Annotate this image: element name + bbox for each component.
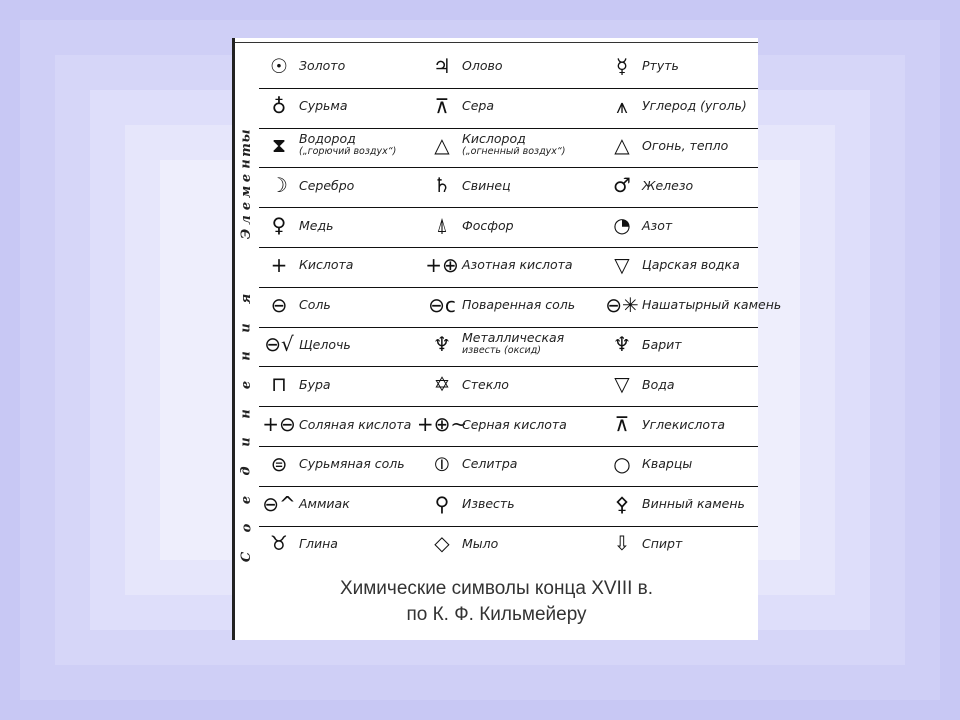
side-label-letter: н <box>238 159 254 169</box>
table-cell <box>602 404 725 444</box>
substance-name-note: („горючий воздух“) <box>299 146 397 158</box>
alchemical-symbol-icon: ☽ <box>270 173 288 198</box>
side-label-letter: м <box>238 185 254 199</box>
substance-name <box>299 457 405 470</box>
substance-name-text: Винный камень <box>642 496 745 512</box>
alchemical-symbol-icon: ♂ <box>613 173 631 198</box>
substance-name <box>462 298 575 311</box>
substance-name <box>299 99 348 112</box>
substance-name <box>462 378 509 391</box>
alchemical-symbol-icon: ⊖^ <box>262 491 296 516</box>
substance-name-text: Золото <box>299 58 346 74</box>
table-cell <box>422 484 515 524</box>
alchemical-symbol-icon: △ <box>614 133 630 158</box>
alchemical-symbol-icon: ⚲ <box>434 491 450 516</box>
substance-name-text: Соляная кислота <box>299 416 412 432</box>
alchemical-symbol-icon: +⊕ <box>425 252 459 277</box>
substance-name-text: Бура <box>299 376 331 392</box>
table-cell <box>602 325 682 365</box>
side-label-letter: н <box>238 408 254 419</box>
substance-name-text: Фосфор <box>462 217 514 233</box>
table-cell <box>259 404 411 444</box>
substance-name <box>299 179 354 192</box>
substance-name <box>642 378 675 391</box>
table-cell <box>422 364 509 404</box>
side-label-letter: и <box>238 322 254 333</box>
substance-name-text: Азот <box>642 217 673 233</box>
table-cell <box>602 165 693 205</box>
alchemical-symbol-icon: ♆ <box>433 332 451 357</box>
substance-name <box>462 99 494 112</box>
substance-name <box>462 179 511 192</box>
side-label-letter: о <box>238 523 254 533</box>
substance-name-text: Кварцы <box>642 456 693 472</box>
table-cell <box>602 524 682 564</box>
table-cell <box>602 46 679 86</box>
substance-name-text: Сера <box>462 98 495 114</box>
substance-name <box>299 418 411 431</box>
alchemical-symbol-icon: ⊖c <box>428 292 456 317</box>
substance-name <box>462 457 517 470</box>
substance-name <box>642 298 781 311</box>
substance-name <box>462 59 503 72</box>
substance-name-text: Медь <box>299 217 334 233</box>
alchemical-symbol-icon: +⊖ <box>262 412 296 437</box>
alchemical-symbol-icon: ▽ <box>614 252 630 277</box>
table-cell <box>259 86 348 126</box>
alchemical-symbol-icon: ⧗ <box>271 133 287 158</box>
substance-name-text: Водород <box>299 131 356 147</box>
symbols-table-sheet <box>232 38 782 640</box>
table-cell <box>602 86 747 126</box>
substance-name <box>299 378 331 391</box>
table-cell <box>422 126 566 166</box>
alchemical-symbol-icon: ⊖✳ <box>605 292 639 317</box>
side-label-compounds <box>237 293 257 563</box>
substance-name <box>642 537 682 550</box>
substance-name <box>642 258 740 271</box>
substance-name <box>299 497 350 510</box>
table-cell <box>422 285 575 325</box>
substance-name-text: Углерод (уголь) <box>642 98 747 114</box>
alchemical-symbol-icon: ⊓ <box>271 372 287 397</box>
side-label-letter: д <box>238 466 254 476</box>
substance-name-text: Кислота <box>299 257 354 273</box>
substance-name-text: Углекислота <box>642 416 725 432</box>
substance-name-text: Царская водка <box>642 257 740 273</box>
side-label-letter: е <box>239 201 254 211</box>
substance-name <box>642 219 672 232</box>
table-cell <box>422 46 503 86</box>
table-cell <box>422 524 498 564</box>
alchemical-symbol-icon: +⊕~ <box>416 412 468 437</box>
table-cell <box>259 444 405 484</box>
alchemical-symbol-icon: ♆ <box>613 332 631 357</box>
table-cell <box>602 285 781 325</box>
alchemical-symbol-icon: ◔ <box>613 213 631 238</box>
side-label-letter: Э <box>239 228 254 240</box>
table-cell <box>422 205 514 245</box>
substance-name-text: Мыло <box>462 535 499 551</box>
substance-name-text: Металлическая <box>462 330 565 346</box>
alchemical-symbol-icon: + <box>270 252 288 277</box>
substance-name-text: Глина <box>299 535 338 551</box>
substance-name-text: Серная кислота <box>462 416 567 432</box>
table-cell <box>259 285 331 325</box>
substance-name-text: Стекло <box>462 376 509 392</box>
substance-name <box>299 132 396 158</box>
alchemical-symbol-icon: ♃ <box>433 53 451 78</box>
table-cell <box>259 524 338 564</box>
alchemical-symbol-icon: ⊼ <box>614 412 630 437</box>
alchemical-symbol-icon: ⊖ <box>270 292 288 317</box>
alchemical-symbol-icon: ♉ <box>270 531 288 556</box>
side-label-letter: С <box>238 551 254 563</box>
substance-name <box>642 418 725 431</box>
alchemical-symbol-icon: ◇ <box>434 531 450 556</box>
substance-name <box>642 139 728 152</box>
table-cell <box>602 444 692 484</box>
alchemical-symbol-icon: ⍋ <box>436 213 448 238</box>
table-cell <box>422 165 511 205</box>
substance-name <box>462 132 566 158</box>
table-cell <box>259 364 331 404</box>
substance-name-text: Нашатырный камень <box>642 297 782 313</box>
substance-name-note: известь (оксид) <box>462 345 541 357</box>
side-label-elements <box>237 130 257 240</box>
table-top-border <box>235 42 758 43</box>
alchemical-symbol-icon: ♄ <box>433 173 451 198</box>
table-cell <box>259 205 334 245</box>
substance-name <box>299 537 338 550</box>
alchemical-symbol-icon: ♁ <box>271 93 287 118</box>
side-label-letter: н <box>238 351 254 362</box>
alchemical-symbol-icon: ☉ <box>270 53 288 78</box>
table-cell <box>422 245 573 285</box>
substance-name <box>642 179 693 192</box>
alchemical-symbol-icon: ⇩ <box>613 531 631 556</box>
substance-name <box>642 497 745 510</box>
substance-name-text: Олово <box>462 58 503 74</box>
table-cell <box>416 404 567 444</box>
substance-name <box>462 331 564 357</box>
substance-name <box>462 497 515 510</box>
substance-name-text: Сурьмяная соль <box>299 456 405 472</box>
substance-name <box>299 258 353 271</box>
substance-name-text: Щелочь <box>299 336 351 352</box>
table-cell <box>602 245 740 285</box>
substance-name-note: („огненный воздух“) <box>462 146 566 158</box>
substance-name <box>462 258 573 271</box>
substance-name-text: Свинец <box>462 177 511 193</box>
table-cell <box>602 126 728 166</box>
alchemical-symbol-icon: ○ <box>613 451 631 476</box>
substance-name-text: Барит <box>642 336 682 352</box>
alchemical-symbol-icon: ▽ <box>614 372 630 397</box>
caption-line-2: по К. Ф. Кильмейеру <box>406 604 587 625</box>
substance-name-text: Азотная кислота <box>462 257 573 273</box>
side-label-letter: л <box>238 215 254 225</box>
substance-name <box>642 457 692 470</box>
table-cell <box>602 364 675 404</box>
alchemical-symbol-icon: △ <box>434 133 450 158</box>
table-cell <box>602 484 745 524</box>
substance-name-text: Селитра <box>462 456 518 472</box>
table-cell <box>259 484 350 524</box>
table-cell <box>422 86 494 126</box>
substance-name-text: Серебро <box>299 177 355 193</box>
alchemical-symbol-icon: ☿ <box>615 53 629 78</box>
substance-name <box>642 99 747 112</box>
substance-name <box>299 298 331 311</box>
substance-name-text: Поваренная соль <box>462 297 576 313</box>
side-label-letter: е <box>239 495 254 504</box>
substance-name-text: Соль <box>299 297 331 313</box>
side-label-letter: е <box>239 173 254 183</box>
alchemical-symbol-icon: ⊜ <box>270 451 288 476</box>
substance-name <box>299 219 334 232</box>
side-label-letter: я <box>238 293 254 305</box>
substance-name <box>642 338 682 351</box>
alchemical-symbol-icon: ⊖√ <box>264 332 294 357</box>
substance-name-text: Известь <box>462 496 515 512</box>
substance-name <box>299 338 351 351</box>
table-cell <box>259 325 351 365</box>
substance-name-text: Кислород <box>462 131 526 147</box>
substance-name-text: Ртуть <box>642 58 679 74</box>
table-cell <box>602 205 672 245</box>
table-cell <box>422 325 564 365</box>
substance-name-text: Спирт <box>642 535 683 551</box>
substance-name-text: Аммиак <box>299 496 350 512</box>
alchemical-symbol-icon: ⊼ <box>434 93 450 118</box>
table-cell <box>259 165 354 205</box>
caption-line-1: Химические символы конца XVIII в. <box>339 578 654 599</box>
substance-name <box>642 59 679 72</box>
alchemical-symbol-icon: ⩚ <box>616 93 628 118</box>
caption <box>235 576 758 628</box>
substance-name <box>462 537 498 550</box>
alchemical-symbol-icon: ⚴ <box>614 491 630 516</box>
table-cell <box>259 126 396 166</box>
substance-name <box>462 219 514 232</box>
alchemical-symbol-icon: ♀ <box>271 213 287 238</box>
alchemical-symbol-icon: ✡ <box>433 372 451 397</box>
side-label-letter: ы <box>238 129 254 143</box>
side-label-letter: е <box>239 380 254 390</box>
substance-name-text: Сурьма <box>299 98 348 114</box>
substance-name-text: Огонь, тепло <box>642 137 729 153</box>
side-label-letter: и <box>238 437 254 448</box>
substance-name <box>299 59 345 72</box>
table-cell <box>259 46 345 86</box>
alchemical-symbol-icon: ⦶ <box>434 451 450 476</box>
substance-name-text: Вода <box>642 376 675 392</box>
substance-name-text: Железо <box>642 177 694 193</box>
substance-name <box>462 418 567 431</box>
side-label-letter: т <box>238 143 254 157</box>
table-cell <box>259 245 353 285</box>
table-cell <box>422 444 517 484</box>
